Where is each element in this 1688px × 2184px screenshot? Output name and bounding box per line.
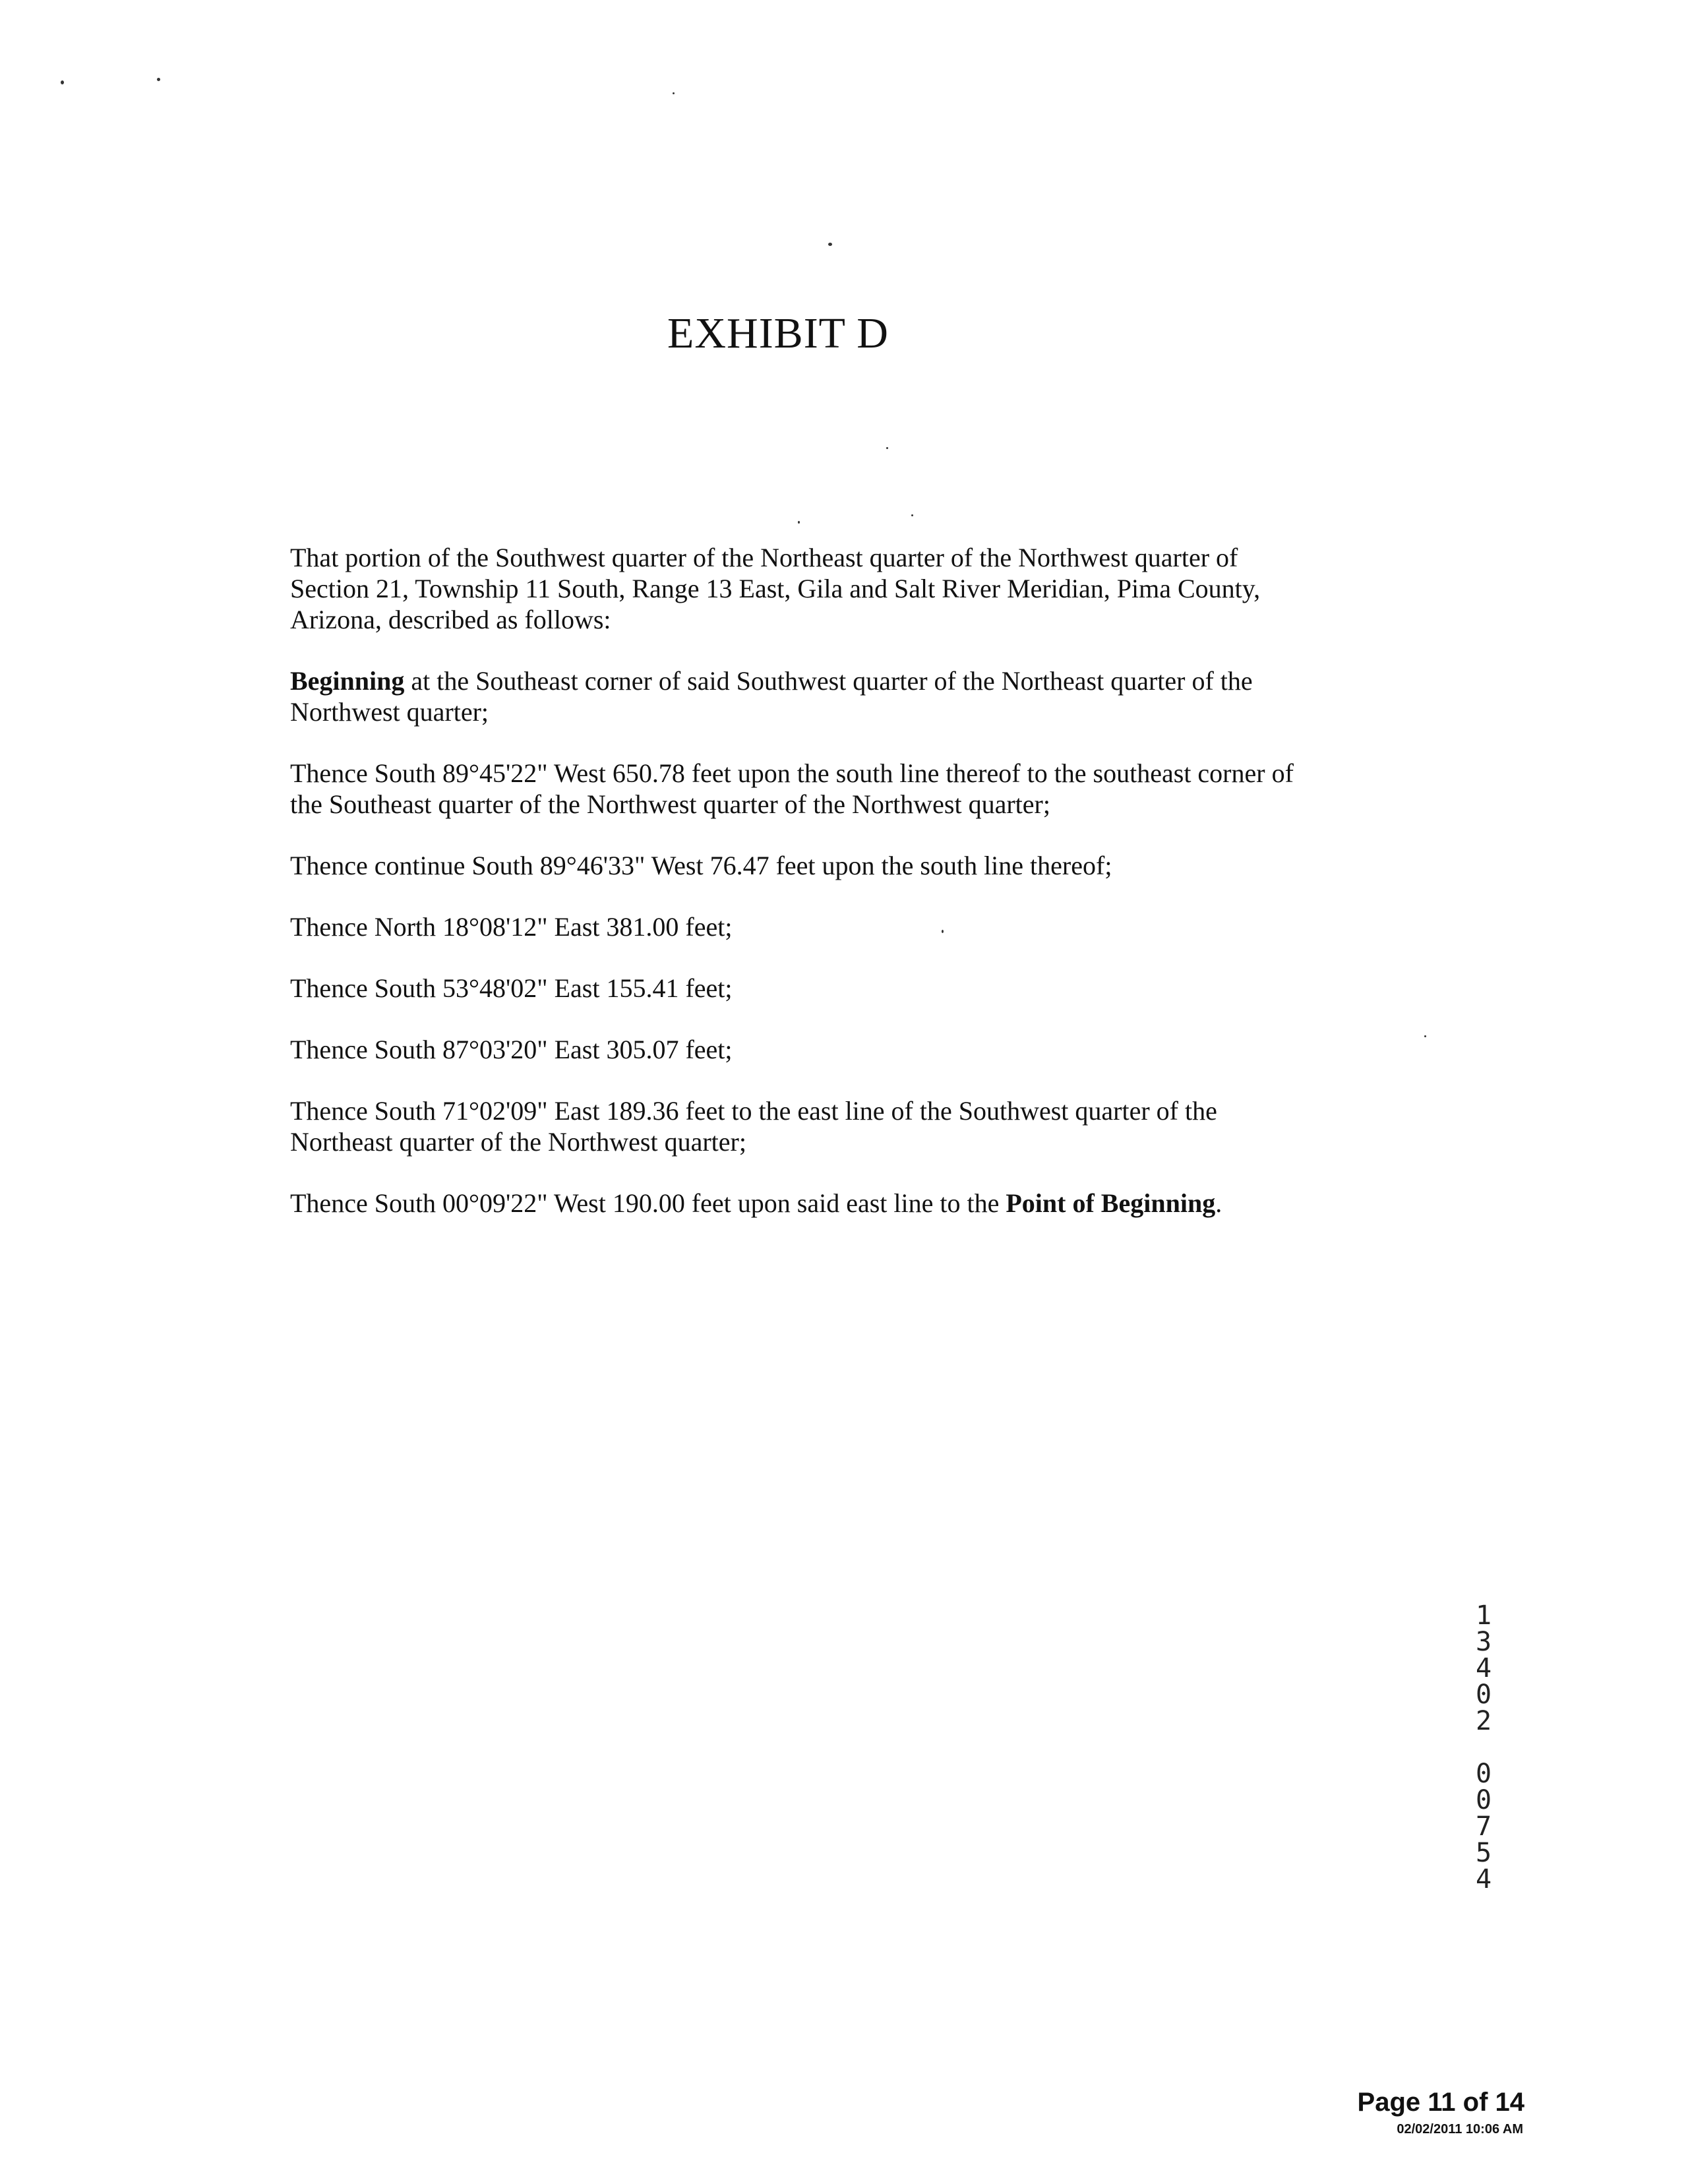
description-paragraph	[290, 1188, 1319, 1219]
paragraph-trail-text: .	[1215, 1188, 1222, 1218]
scan-speck	[886, 447, 888, 449]
paragraph-lead-bold: Beginning	[290, 666, 405, 696]
paragraph-text: at the Southeast corner of said Southwest quarter of the Northeast quarter of the Northwest quarter;	[290, 666, 1253, 727]
legal-description	[290, 542, 1319, 1249]
paragraph-text: Thence North 18°08'12" East 381.00 feet;	[290, 912, 733, 942]
docket-digit: 0	[1475, 1680, 1492, 1710]
paragraph-text: Thence South 00°09'22" West 190.00 feet upon said east line to the	[290, 1188, 1006, 1218]
paragraph-text: Thence continue South 89°46'33" West 76.47 feet upon the south line thereof;	[290, 851, 1112, 880]
paragraph-trail-bold: Point of Beginning	[1006, 1188, 1216, 1218]
paragraph-text: That portion of the Southwest quarter of the Northeast quarter of the Northwest quarter of Section 21, Township 11 South, Range 13 East, Gila and Salt River Meridian, Pima County, Arizona, described as follows:	[290, 543, 1261, 634]
docket-digit: 4	[1475, 1653, 1492, 1684]
description-paragraph	[290, 1095, 1319, 1157]
page-digit: 0	[1475, 1785, 1492, 1815]
scan-speck	[798, 521, 800, 524]
page-counter: Page 11 of 14	[1357, 2088, 1524, 2117]
scan-speck	[828, 243, 832, 246]
docket-digit: 2	[1475, 1706, 1492, 1736]
description-paragraph	[290, 758, 1319, 820]
paragraph-text: Thence South 89°45'22" West 650.78 feet upon the south line thereof to the southeast corner of the Southeast quarter of the Northwest quarter of the Northwest quarter;	[290, 758, 1294, 819]
page-digit: 0	[1475, 1759, 1492, 1789]
paragraph-text: Thence South 71°02'09" East 189.36 feet to the east line of the Southwest quarter of the Northeast quarter of the Northwest quarter;	[290, 1096, 1217, 1157]
paragraph-text: Thence South 53°48'02" East 155.41 feet;	[290, 973, 733, 1003]
scan-speck	[61, 80, 64, 84]
scan-speck	[157, 78, 160, 81]
page-digit: 5	[1475, 1838, 1492, 1868]
description-paragraph	[290, 665, 1319, 727]
description-paragraph	[290, 542, 1319, 635]
page-digit: 7	[1475, 1811, 1492, 1842]
exhibit-title: EXHIBIT D	[667, 309, 889, 357]
page-digit: 4	[1475, 1864, 1492, 1895]
paragraph-text: Thence South 87°03'20" East 305.07 feet;	[290, 1035, 733, 1064]
scan-speck	[673, 92, 675, 94]
description-paragraph	[290, 973, 1319, 1004]
print-timestamp: 02/02/2011 10:06 AM	[1397, 2122, 1523, 2137]
docket-digit: 3	[1475, 1627, 1492, 1657]
recording-number	[1469, 1602, 1498, 1893]
digit-gap	[1469, 1734, 1498, 1761]
docket-digit: 1	[1475, 1600, 1492, 1631]
scan-speck	[1424, 1035, 1426, 1037]
description-paragraph	[290, 850, 1319, 881]
description-paragraph	[290, 911, 1319, 942]
scan-speck	[911, 514, 913, 516]
description-paragraph	[290, 1034, 1319, 1065]
